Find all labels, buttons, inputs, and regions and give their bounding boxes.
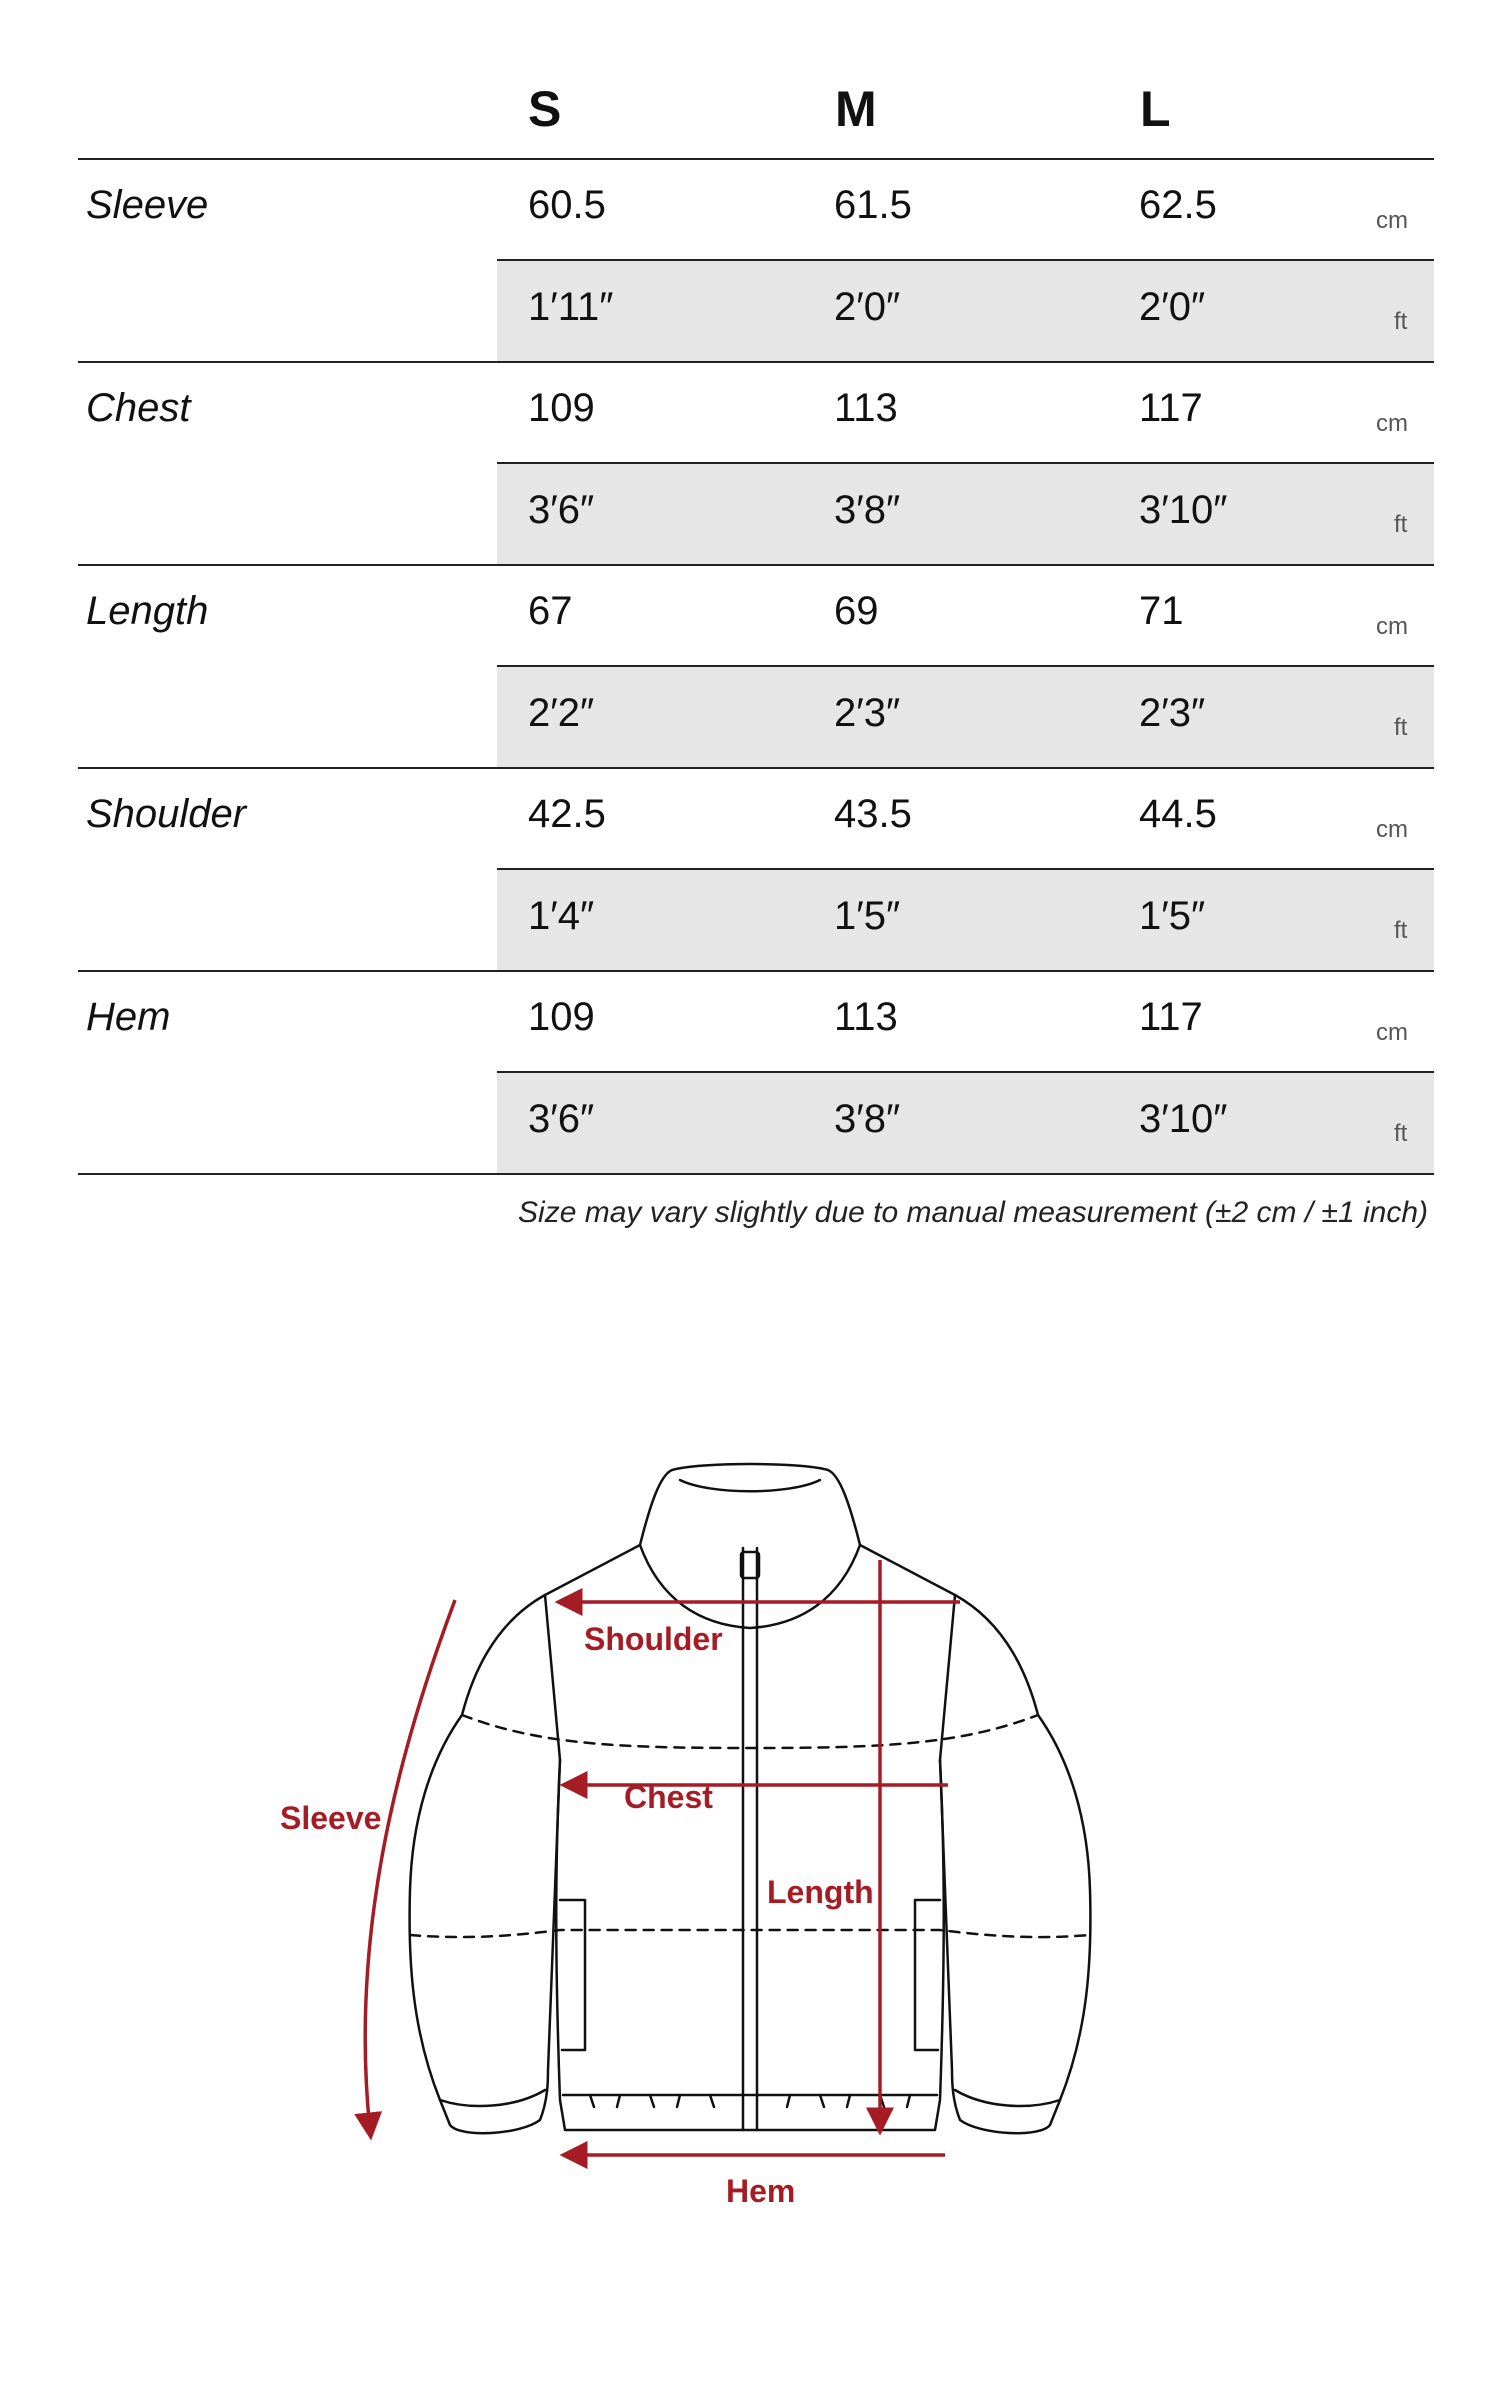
size-header-m: M <box>835 81 877 137</box>
unit-ft: ft <box>1394 1120 1408 1147</box>
hem-label: Hem <box>726 2173 796 2209</box>
cell-shoulder-l-cm: 44.5 <box>1139 792 1217 836</box>
unit-cm: cm <box>1376 613 1408 640</box>
cell-sleeve-l-ft: 2′0″ <box>1139 285 1206 329</box>
cell-chest-m-ft: 3′8″ <box>834 488 901 532</box>
cell-chest-s-ft: 3′6″ <box>528 488 595 532</box>
shoulder-label: Shoulder <box>584 1621 723 1657</box>
size-header-s: S <box>528 81 562 137</box>
chest-label: Chest <box>624 1779 713 1815</box>
cell-sleeve-l-cm: 62.5 <box>1139 183 1217 227</box>
row-label-chest: Chest <box>86 386 191 430</box>
unit-ft: ft <box>1394 917 1408 944</box>
measurement-note: Size may vary slightly due to manual measurement (±2 cm / ±1 inch) <box>518 1196 1428 1229</box>
cell-chest-l-ft: 3′10″ <box>1139 488 1228 532</box>
row-label-shoulder: Shoulder <box>86 792 247 836</box>
cell-hem-m-ft: 3′8″ <box>834 1097 901 1141</box>
cell-sleeve-s-cm: 60.5 <box>528 183 606 227</box>
unit-ft: ft <box>1394 511 1408 538</box>
cell-shoulder-m-cm: 43.5 <box>834 792 912 836</box>
cell-length-l-ft: 2′3″ <box>1139 691 1206 735</box>
cell-hem-s-ft: 3′6″ <box>528 1097 595 1141</box>
cell-length-s-cm: 67 <box>528 589 573 633</box>
cell-sleeve-m-ft: 2′0″ <box>834 285 901 329</box>
row-label-hem: Hem <box>86 995 171 1039</box>
unit-cm: cm <box>1376 410 1408 437</box>
cell-shoulder-s-cm: 42.5 <box>528 792 606 836</box>
unit-cm: cm <box>1376 816 1408 843</box>
cell-length-m-ft: 2′3″ <box>834 691 901 735</box>
row-label-length: Length <box>86 589 209 633</box>
cell-hem-l-cm: 117 <box>1139 995 1203 1039</box>
cell-sleeve-m-cm: 61.5 <box>834 183 912 227</box>
cell-hem-m-cm: 113 <box>834 995 898 1039</box>
cell-length-s-ft: 2′2″ <box>528 691 595 735</box>
cell-shoulder-m-ft: 1′5″ <box>834 894 901 938</box>
cell-shoulder-s-ft: 1′4″ <box>528 894 595 938</box>
sleeve-label: Sleeve <box>280 1800 382 1836</box>
cell-length-m-cm: 69 <box>834 589 879 633</box>
cell-hem-s-cm: 109 <box>528 995 595 1039</box>
cell-chest-s-cm: 109 <box>528 386 595 430</box>
cell-hem-l-ft: 3′10″ <box>1139 1097 1228 1141</box>
unit-ft: ft <box>1394 308 1408 335</box>
cell-chest-m-cm: 113 <box>834 386 898 430</box>
cell-sleeve-s-ft: 1′11″ <box>528 285 614 329</box>
row-label-sleeve: Sleeve <box>86 183 209 227</box>
length-label: Length <box>767 1874 874 1910</box>
unit-cm: cm <box>1376 207 1408 234</box>
unit-ft: ft <box>1394 714 1408 741</box>
sleeve-arrow <box>365 1600 455 2130</box>
size-header-l: L <box>1140 81 1171 137</box>
cell-shoulder-l-ft: 1′5″ <box>1139 894 1206 938</box>
jacket-outline <box>410 1464 1091 2133</box>
cell-chest-l-cm: 117 <box>1139 386 1203 430</box>
unit-cm: cm <box>1376 1019 1408 1046</box>
cell-length-l-cm: 71 <box>1139 589 1184 633</box>
